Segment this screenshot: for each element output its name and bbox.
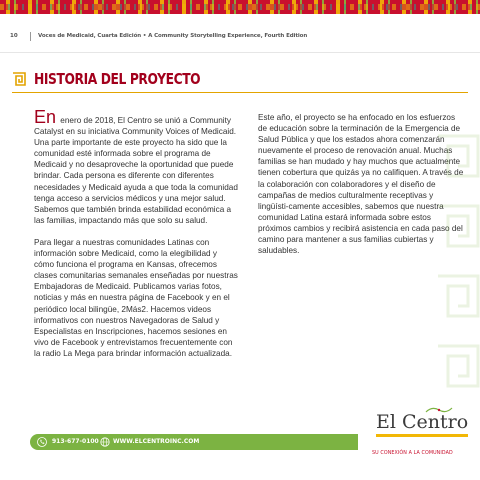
footer-phone[interactable]: 913-677-0100 [52, 438, 99, 445]
page-number: 10 [10, 33, 18, 39]
phone-icon [37, 437, 47, 447]
header-divider [30, 32, 31, 41]
globe-icon [100, 437, 110, 447]
logo-rule [376, 434, 468, 437]
paragraph-1 [34, 107, 238, 226]
footer-url[interactable]: WWW.ELCENTROINC.COM [113, 438, 200, 445]
decorative-top-border [0, 0, 480, 14]
running-header: Voces de Medicaid, Cuarta Edición • A Community Storytelling Experience, Fourth Edition [38, 33, 308, 39]
decorative-motif [428, 126, 480, 396]
dropcap: En [34, 107, 57, 127]
greek-key-icon [12, 72, 26, 86]
title-rule [12, 92, 468, 93]
left-column [34, 107, 238, 370]
tagline: SU CONEXIÓN A LA COMUNIDAD [372, 451, 453, 456]
el-centro-logo: El Centro [376, 411, 469, 433]
paragraph-3: Este año, el proyecto se ha enfocado en los esfuerzos de educación sobre la terminación de la Emergencia de Salud Pública y que los estados ahora comenzarán nuevamente el proceso de renovación anual. Muchas familias se han mudado y hay muchos que actualmente tienen cobertura que quizás ya no califiquen. A través de la colaboración con colaboradores y el diseño de campañas de medios culturalmente receptivas y lingüísti-camente accesibles, sabemos que nuestra comunidad Latina estará informada sobre estos próximos cambios y recibirá asistencia en cada paso del camino para mantener a sus familias cubiertas y saludables. [258, 113, 464, 256]
paragraph-1-text: enero de 2018, El Centro se unió a Community Catalyst en su iniciativa Community Voices of Medicaid. Una parte importante de este proyecto ha sido que la comunidad esté informada sobre el programa de Medicaid y no desaproveche la oportunidad que puede brindar. Cada persona es diferente con diferentes necesidades y Medicaid ayuda a que toda la comunidad tenga acceso a servicios médicos y una mejor salud. Sabemos que también brinda estabilidad económica a las familias, impactando más que solo su salud. [34, 116, 238, 225]
header-rule [0, 52, 480, 53]
paragraph-2: Para llegar a nuestras comunidades Latinas con información sobre Medicaid, como la elegibilidad y cómo funciona el programa en Kansas, ofrecemos clases comunitarias semanales enseñadas por nuestras Embajadoras de Medicaid. Publicamos varias fotos, noticias y más en nuestra página de Facebook y en el periódico local bilingüe, 2Más2. Hacemos videos informativos con nuestros Navegadoras de Salud y Especialistas en Inscripciones, hacemos sesiones en vivo de Facebook y entrevistamos frecuentemente con la radio La Mega para brindar información actualizada. [34, 237, 238, 358]
section-title: HISTORIA DEL PROYECTO [34, 70, 201, 88]
